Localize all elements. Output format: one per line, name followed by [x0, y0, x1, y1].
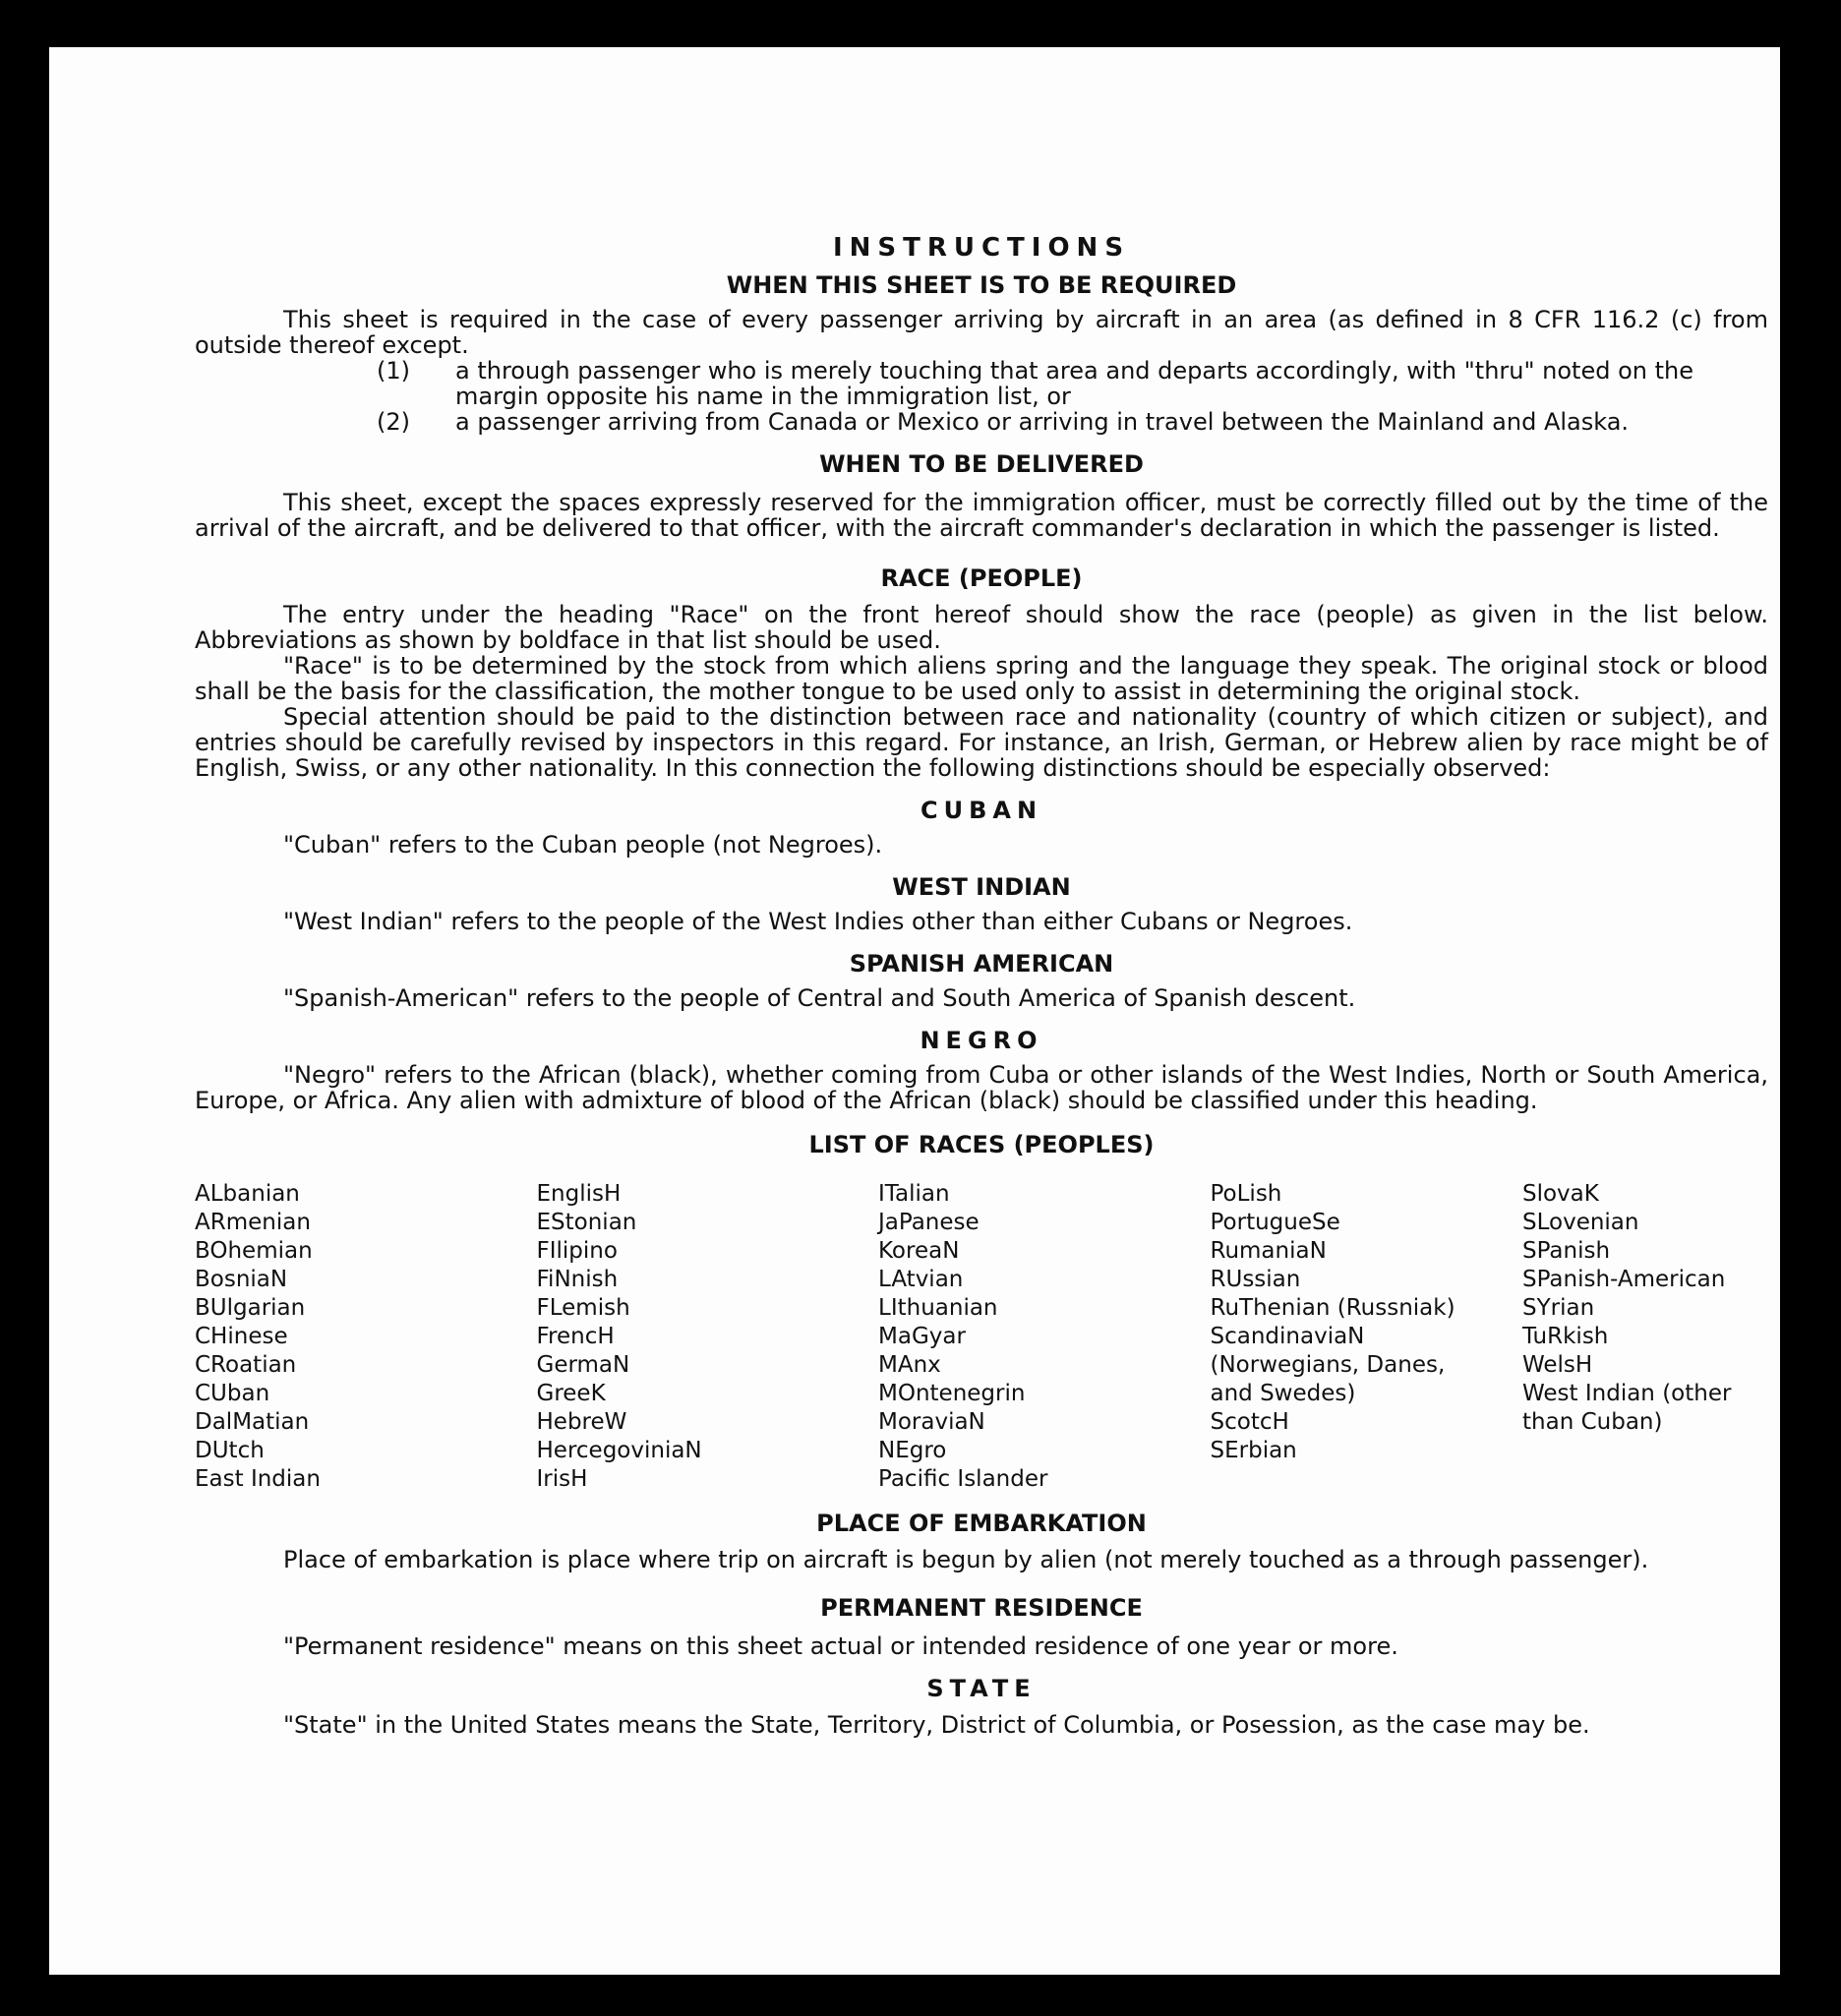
race-item: West Indian (other than Cuban)	[1522, 1381, 1732, 1435]
item-number: (1)	[377, 357, 410, 385]
race-item: PoLish	[1210, 1181, 1282, 1207]
item-text: a passenger arriving from Canada or Mexico or arriving in travel between the Mainland and Alaska.	[455, 408, 1630, 436]
race-item: RumaniaN	[1210, 1238, 1327, 1264]
race-item: CRoatian	[195, 1352, 297, 1378]
race-item: BOhemian	[195, 1238, 313, 1264]
race-item: ScandinaviaN (Norwegians, Danes, and Swedes)	[1210, 1324, 1446, 1406]
heading-list-of-races: LIST OF RACES (PEOPLES)	[808, 1131, 1155, 1158]
race-item: PortugueSe	[1210, 1210, 1340, 1235]
race-item: HebreW	[536, 1409, 627, 1435]
race-item: SPanish	[1522, 1238, 1611, 1264]
race-item: SlovaK	[1522, 1181, 1599, 1207]
race-item: MAnx	[878, 1352, 941, 1378]
race-item: CHinese	[195, 1324, 288, 1349]
race-paragraph-1: The entry under the heading "Race" on the front hereof should show the race (people) as given in the list below. Abbreviations as shown by boldface in that list should be used.	[195, 601, 1768, 654]
races-column	[537, 1180, 832, 1494]
race-item: LAtvian	[878, 1267, 964, 1292]
heading-permanent-residence: PERMANENT RESIDENCE	[820, 1594, 1143, 1622]
race-item: CUban	[195, 1381, 270, 1406]
item-text: a through passenger who is merely touching that area and departs accordingly, with "thru" noted on the margin opposite his name in the immigration list, or	[455, 357, 1693, 410]
document-title: INSTRUCTIONS	[832, 233, 1131, 263]
race-item: SErbian	[1210, 1438, 1297, 1463]
race-item: GermaN	[536, 1352, 630, 1378]
cuban-text: "Cuban" refers to the Cuban people (not Negroes).	[283, 831, 883, 859]
race-item: RuThenian (Russniak)	[1210, 1295, 1455, 1321]
heading-state: STATE	[926, 1675, 1037, 1702]
race-item: FrencH	[536, 1324, 615, 1349]
heading-when-delivered: WHEN TO BE DELIVERED	[819, 450, 1144, 478]
race-item: KoreaN	[878, 1238, 960, 1264]
races-column	[1522, 1180, 1768, 1494]
race-paragraph-3: Special attention should be paid to the distinction between race and nationality (country of which citizen or subject), and entries should be carefully revised by inspectors in this regard. For instance, an Irish, German, or Hebrew alien by race might be of English, Swiss, or any other nationality. In this connection the following distinctions should be especially observed:	[195, 703, 1768, 782]
heading-west-indian: WEST INDIAN	[892, 873, 1071, 901]
spanish-american-text: "Spanish-American" refers to the people of Central and South America of Spanish descent.	[283, 984, 1356, 1012]
race-item: ScotcH	[1210, 1409, 1289, 1435]
residence-text: "Permanent residence" means on this sheet actual or intended residence of one year or more.	[283, 1632, 1398, 1660]
negro-text: "Negro" refers to the African (black), whether coming from Cuba or other islands of the West Indies, North or South America, Europe, or Africa. Any alien with admixture of blood of the African (black) should be classified under this heading.	[195, 1061, 1768, 1114]
race-item: ALbanian	[195, 1181, 300, 1207]
delivered-text: This sheet, except the spaces expressly reserved for the immigration officer, must be correctly filled out by the time of the arrival of the aircraft, and be delivered to that officer, with the aircraft commander's declaration in which the passenger is listed.	[195, 489, 1768, 542]
race-item: SPanish-American	[1522, 1267, 1726, 1292]
race-item: SLovenian	[1522, 1210, 1639, 1235]
race-item: FIlipino	[536, 1238, 618, 1264]
race-item: MaGyar	[878, 1324, 966, 1349]
races-list	[195, 1180, 1768, 1494]
embarkation-text: Place of embarkation is place where trip on aircraft is begun by alien (not merely touched as a through passenger).	[283, 1546, 1649, 1573]
document-page	[49, 47, 1780, 1975]
required-intro: This sheet is required in the case of every passenger arriving by aircraft in an area (as defined in 8 CFR 116.2 (c) from outside thereof except.	[195, 306, 1768, 359]
heading-cuban: CUBAN	[920, 797, 1043, 824]
race-item: BosniaN	[195, 1267, 288, 1292]
race-item: FiNnish	[536, 1267, 619, 1292]
race-item: HercegoviniaN	[536, 1438, 702, 1463]
race-item: DalMatian	[195, 1409, 310, 1435]
heading-place-of-embarkation: PLACE OF EMBARKATION	[816, 1510, 1147, 1537]
race-item: ARmenian	[195, 1210, 311, 1235]
required-item	[195, 409, 1768, 435]
race-item: DUtch	[195, 1438, 265, 1463]
race-paragraph-2: "Race" is to be determined by the stock from which aliens spring and the language they speak. The original stock or blood shall be the basis for the classification, the mother tongue to be used only to assist in determining the original stock.	[195, 652, 1768, 705]
races-column	[1211, 1180, 1476, 1494]
heading-when-required: WHEN THIS SHEET IS TO BE REQUIRED	[726, 271, 1237, 299]
state-text: "State" in the United States means the State, Territory, District of Columbia, or Posession, as the case may be.	[283, 1711, 1590, 1739]
item-number: (2)	[377, 408, 410, 436]
race-item: LIthuanian	[878, 1295, 998, 1321]
race-item: FLemish	[536, 1295, 630, 1321]
races-column	[878, 1180, 1163, 1494]
race-item: RUssian	[1210, 1267, 1301, 1292]
heading-spanish-american: SPANISH AMERICAN	[849, 950, 1114, 978]
race-item: Pacific Islander	[878, 1466, 1048, 1492]
race-item: EnglisH	[536, 1181, 622, 1207]
race-item: TuRkish	[1522, 1324, 1609, 1349]
race-item: East Indian	[195, 1466, 321, 1492]
required-item	[195, 358, 1768, 409]
race-item: MOntenegrin	[878, 1381, 1026, 1406]
races-column	[195, 1180, 490, 1494]
heading-race: RACE (PEOPLE)	[880, 564, 1083, 592]
west-indian-text: "West Indian" refers to the people of the West Indies other than either Cubans or Negroes.	[283, 908, 1353, 935]
race-item: GreeK	[536, 1381, 606, 1406]
instructions-content	[195, 187, 1768, 1738]
heading-negro: NEGRO	[920, 1027, 1043, 1054]
race-item: JaPanese	[878, 1210, 980, 1235]
race-item: ITalian	[878, 1181, 950, 1207]
race-item: BUlgarian	[195, 1295, 306, 1321]
race-item: EStonian	[536, 1210, 637, 1235]
race-item: WelsH	[1522, 1352, 1593, 1378]
race-item: NEgro	[878, 1438, 947, 1463]
race-item: IrisH	[536, 1466, 588, 1492]
race-item: SYrian	[1522, 1295, 1595, 1321]
race-item: MoraviaN	[878, 1409, 985, 1435]
